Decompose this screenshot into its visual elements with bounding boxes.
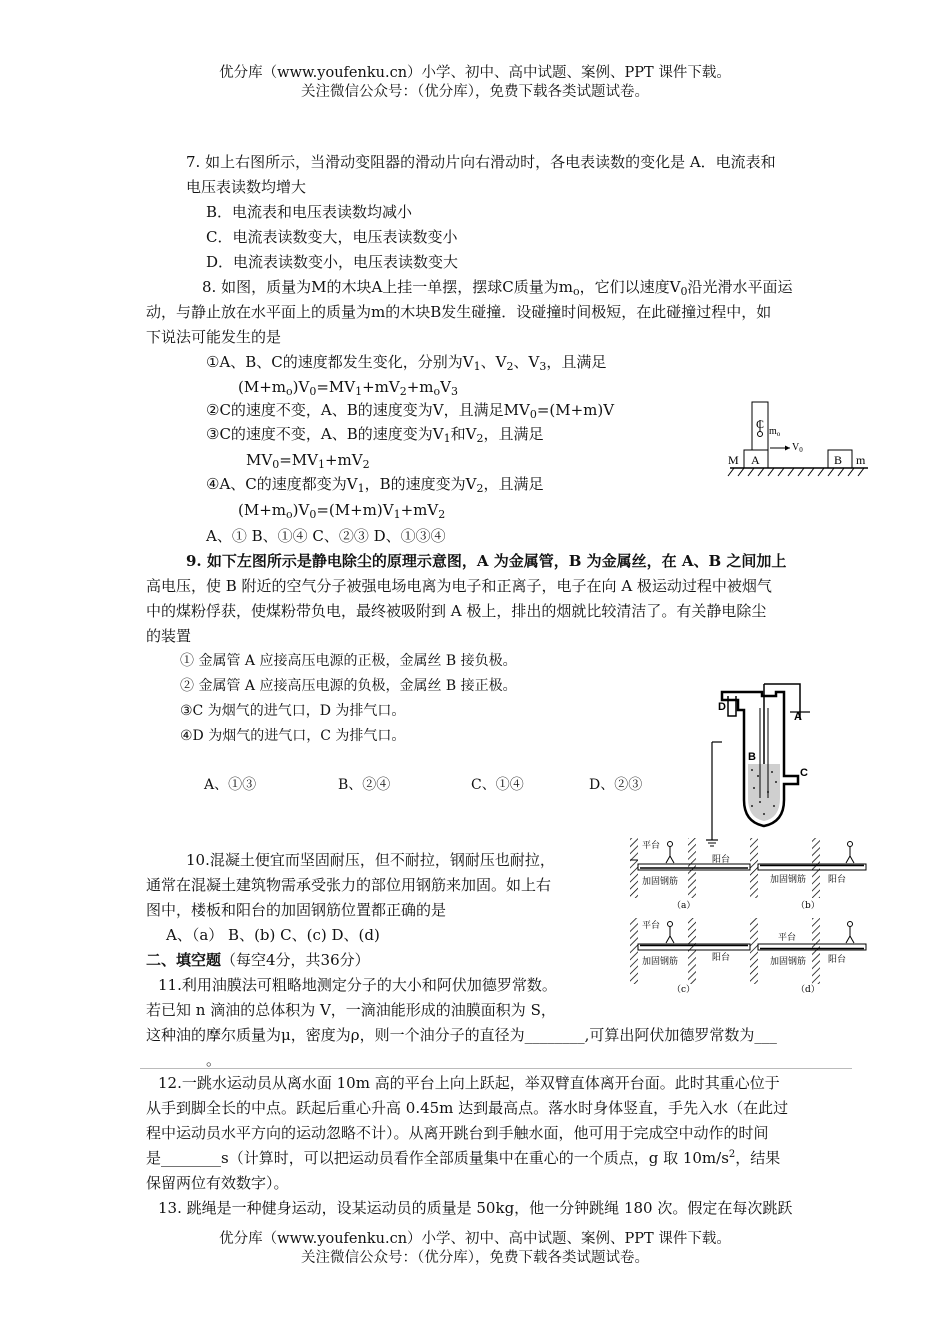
q9-line-3: 中的煤粉俘获，使煤粉带负电，最终被吸附到 A 极上，排出的烟就比较清洁了。有关静电除尘 [146,602,767,620]
q8-collision-figure [720,396,870,480]
q9-line-1: 9. 如下左图所示是静电除尘的原理示意图，A 为金属管，B 为金属丝，在 A、B 之间加上 [186,552,787,570]
q12-line-3: 程中运动员水平方向的运动忽略不计）。从离开跳台到手触水面，他可用于完成空中动作的时间 [146,1124,769,1142]
q10-line-1: 10.混凝土便宜而坚固耐压，但不耐拉，钢耐压也耐拉， [186,851,555,869]
footer-line-2: 关注微信公众号：（优分库），免费下载各类试题试卷。 [301,1250,649,1266]
q12-line-5: 保留两位有效数字）。 [146,1174,289,1192]
pendulum-bob-c [758,432,763,437]
q7-line-1: 7. 如上右图所示，当滑动变阻器的滑动片向右滑动时，各电表读数的变化是 A．电流表和 [186,153,776,171]
svg-text:加固钢筋: 加固钢筋 [770,957,807,967]
svg-text:V0: $V_0$ [792,442,803,454]
svg-text:A: A [751,453,760,467]
q9-option-a: A、①③ [204,777,257,793]
q8-answers: A、① B、①④ C、②③ D、①③④ [206,527,446,545]
q9-line-4: 的装置 [146,627,192,645]
section-2-title: 二、填空题 [146,951,222,969]
q7-line-2: 电压表读数均增大 [186,178,307,196]
q10-line-3: 图中，楼板和阳台的加固钢筋位置都正确的是 [146,901,447,919]
svg-text:B: B [834,453,843,467]
q8-equation-1: $(M+m_o)V_0=MV_1+mV_2+m_oV_3$ [238,378,458,398]
page-footer [0,1230,950,1268]
svg-text:（c）: （c） [672,985,696,994]
svg-text:（a）: （a） [672,901,696,911]
panel-b [750,838,866,911]
svg-text:（d）: （d） [796,985,820,994]
q9-statement-2: ② 金属管 A 应接高压电源的负极，金属丝 B 接正极。 [180,678,517,694]
q7-option-d: D．电流表读数变小，电压表读数变大 [206,253,459,271]
q7-option-c: C．电流表读数变大，电压表读数变小 [206,228,458,246]
q10-rebar-figure [628,834,868,994]
q9-precipitator-figure [702,680,812,848]
q9-option-c: C、①④ [471,777,524,793]
q13-line-1: 13. 跳绳是一种健身运动，设某运动员的质量是 50kg，他一分钟跳绳 180 次。假定在每次跳跃 [158,1199,793,1217]
header-line-2: 关注微信公众号：（优分库），免费下载各类试题试卷。 [301,84,649,100]
section-2-heading [146,950,370,970]
q9-statement-3: ③C 为烟气的进气口，D 为排气口。 [180,703,406,719]
q12-line-1: 12.一跳水运动员从离水面 10m 高的平台上向上跃起，举双臂直体离开台面。此时其重心位于 [158,1074,780,1092]
q8-line-2: 动，与静止放在水平面上的质量为m的木块B发生碰撞．设碰撞时间极短，在此碰撞过程中，如 [146,303,772,321]
svg-text:加固钢筋: 加固钢筋 [642,877,679,887]
q9-statement-4: ④D 为烟气的进气口，C 为排气口。 [180,728,406,744]
svg-text:阳台: 阳台 [828,875,847,885]
q9-option-d: D、②③ [589,777,643,793]
panel-d [750,918,866,994]
footer-line-1: 优分库（www.youfenku.cn）小学、初中、高中试题、案例、PPT 课件下载。 [219,1231,731,1247]
q11-line-4: ________。 [146,1051,222,1069]
q8-statement-1: ①A、B、C的速度都发生变化，分别为$V_1$、$V_2$、$V_3$，且满足 [206,353,607,373]
q8-equation-4: $(M+m_o)V_0=(M+m)V_1+mV_2$ [238,501,446,521]
svg-text:B: B [748,751,756,763]
svg-text:加固钢筋: 加固钢筋 [770,875,807,885]
svg-text:A: A [794,711,802,723]
svg-text:平台: 平台 [642,921,661,931]
q10-answers: A、（a） B、(b) C、(c) D、(d) [166,926,380,944]
q8-line-3: 下说法可能发生的是 [146,328,282,346]
svg-text:C: C [800,767,808,779]
q11-line-2: 若已知 n 滴油的总体积为 V，一滴油能形成的油膜面积为 S， [146,1001,556,1019]
svg-text:阳台: 阳台 [828,955,847,965]
svg-text:阳台: 阳台 [712,953,731,963]
svg-text:平台: 平台 [778,933,797,943]
q12-line-4: 是________s（计算时，可以把运动员看作全部质量集中在重心的一个质点，g 取 $10m/s^2$，结果 [146,1149,781,1167]
svg-text:C: C [756,417,765,431]
q8-statement-2: ②C的速度不变，A、B的速度变为V，且满足$MV_0=(M+m)V$ [206,401,615,421]
svg-text:M: M [728,453,739,467]
svg-text:mo: $m_o$ [769,426,781,438]
q8-statement-4: ④A、C的速度都变为$V_1$，B的速度变为$V_2$，且满足 [206,475,544,495]
svg-text:平台: 平台 [642,841,661,851]
q10-line-2: 通常在混凝土建筑物需承受张力的部位用钢筋来加固。如上右 [146,876,552,894]
q8-line-1: 8. 如图，质量为M的木块A上挂一单摆，摆球C质量为$m_o$，它们以速度$V_0$沿光滑水平面运 [202,278,793,298]
q12-line-2: 从手到脚全长的中点。跃起后重心升高 0.45m 达到最高点。落水时身体竖直，手先入水（在此过 [146,1099,789,1117]
q9-line-2: 高电压，使 B 附近的空气分子被强电场电离为电子和正离子，电子在向 A 极运动过程中被烟气 [146,577,772,595]
svg-text:（b）: （b） [796,901,820,911]
header-line-1: 优分库（www.youfenku.cn）小学、初中、高中试题、案例、PPT 课件下载。 [219,65,731,81]
q8-equation-3: $MV_0=MV_1+mV_2$ [246,451,370,471]
page-header [0,64,950,102]
panel-c [630,918,750,994]
svg-text:阳台: 阳台 [712,855,731,865]
panel-a [630,838,750,911]
q7-option-b: B．电流表和电压表读数均减小 [206,203,413,221]
q8-statement-3: ③C的速度不变，A、B的速度变为$V_1$和$V_2$，且满足 [206,425,544,445]
divider [140,1068,852,1069]
q11-line-3: 这种油的摩尔质量为μ，密度为ρ，则一个油分子的直径为________,可算出阿伏加德罗常数为___ [146,1026,777,1044]
q9-statement-1: ① 金属管 A 应接高压电源的正极，金属丝 B 接负极。 [180,653,517,669]
q9-option-b: B、②④ [338,777,391,793]
svg-text:D: D [718,701,726,713]
svg-text:m: m [856,453,866,467]
q11-line-1: 11.利用油膜法可粗略地测定分子的大小和阿伏加德罗常数。 [158,976,557,994]
svg-text:加固钢筋: 加固钢筋 [642,957,679,967]
section-2-note: （每空4分，共36分） [221,951,370,969]
